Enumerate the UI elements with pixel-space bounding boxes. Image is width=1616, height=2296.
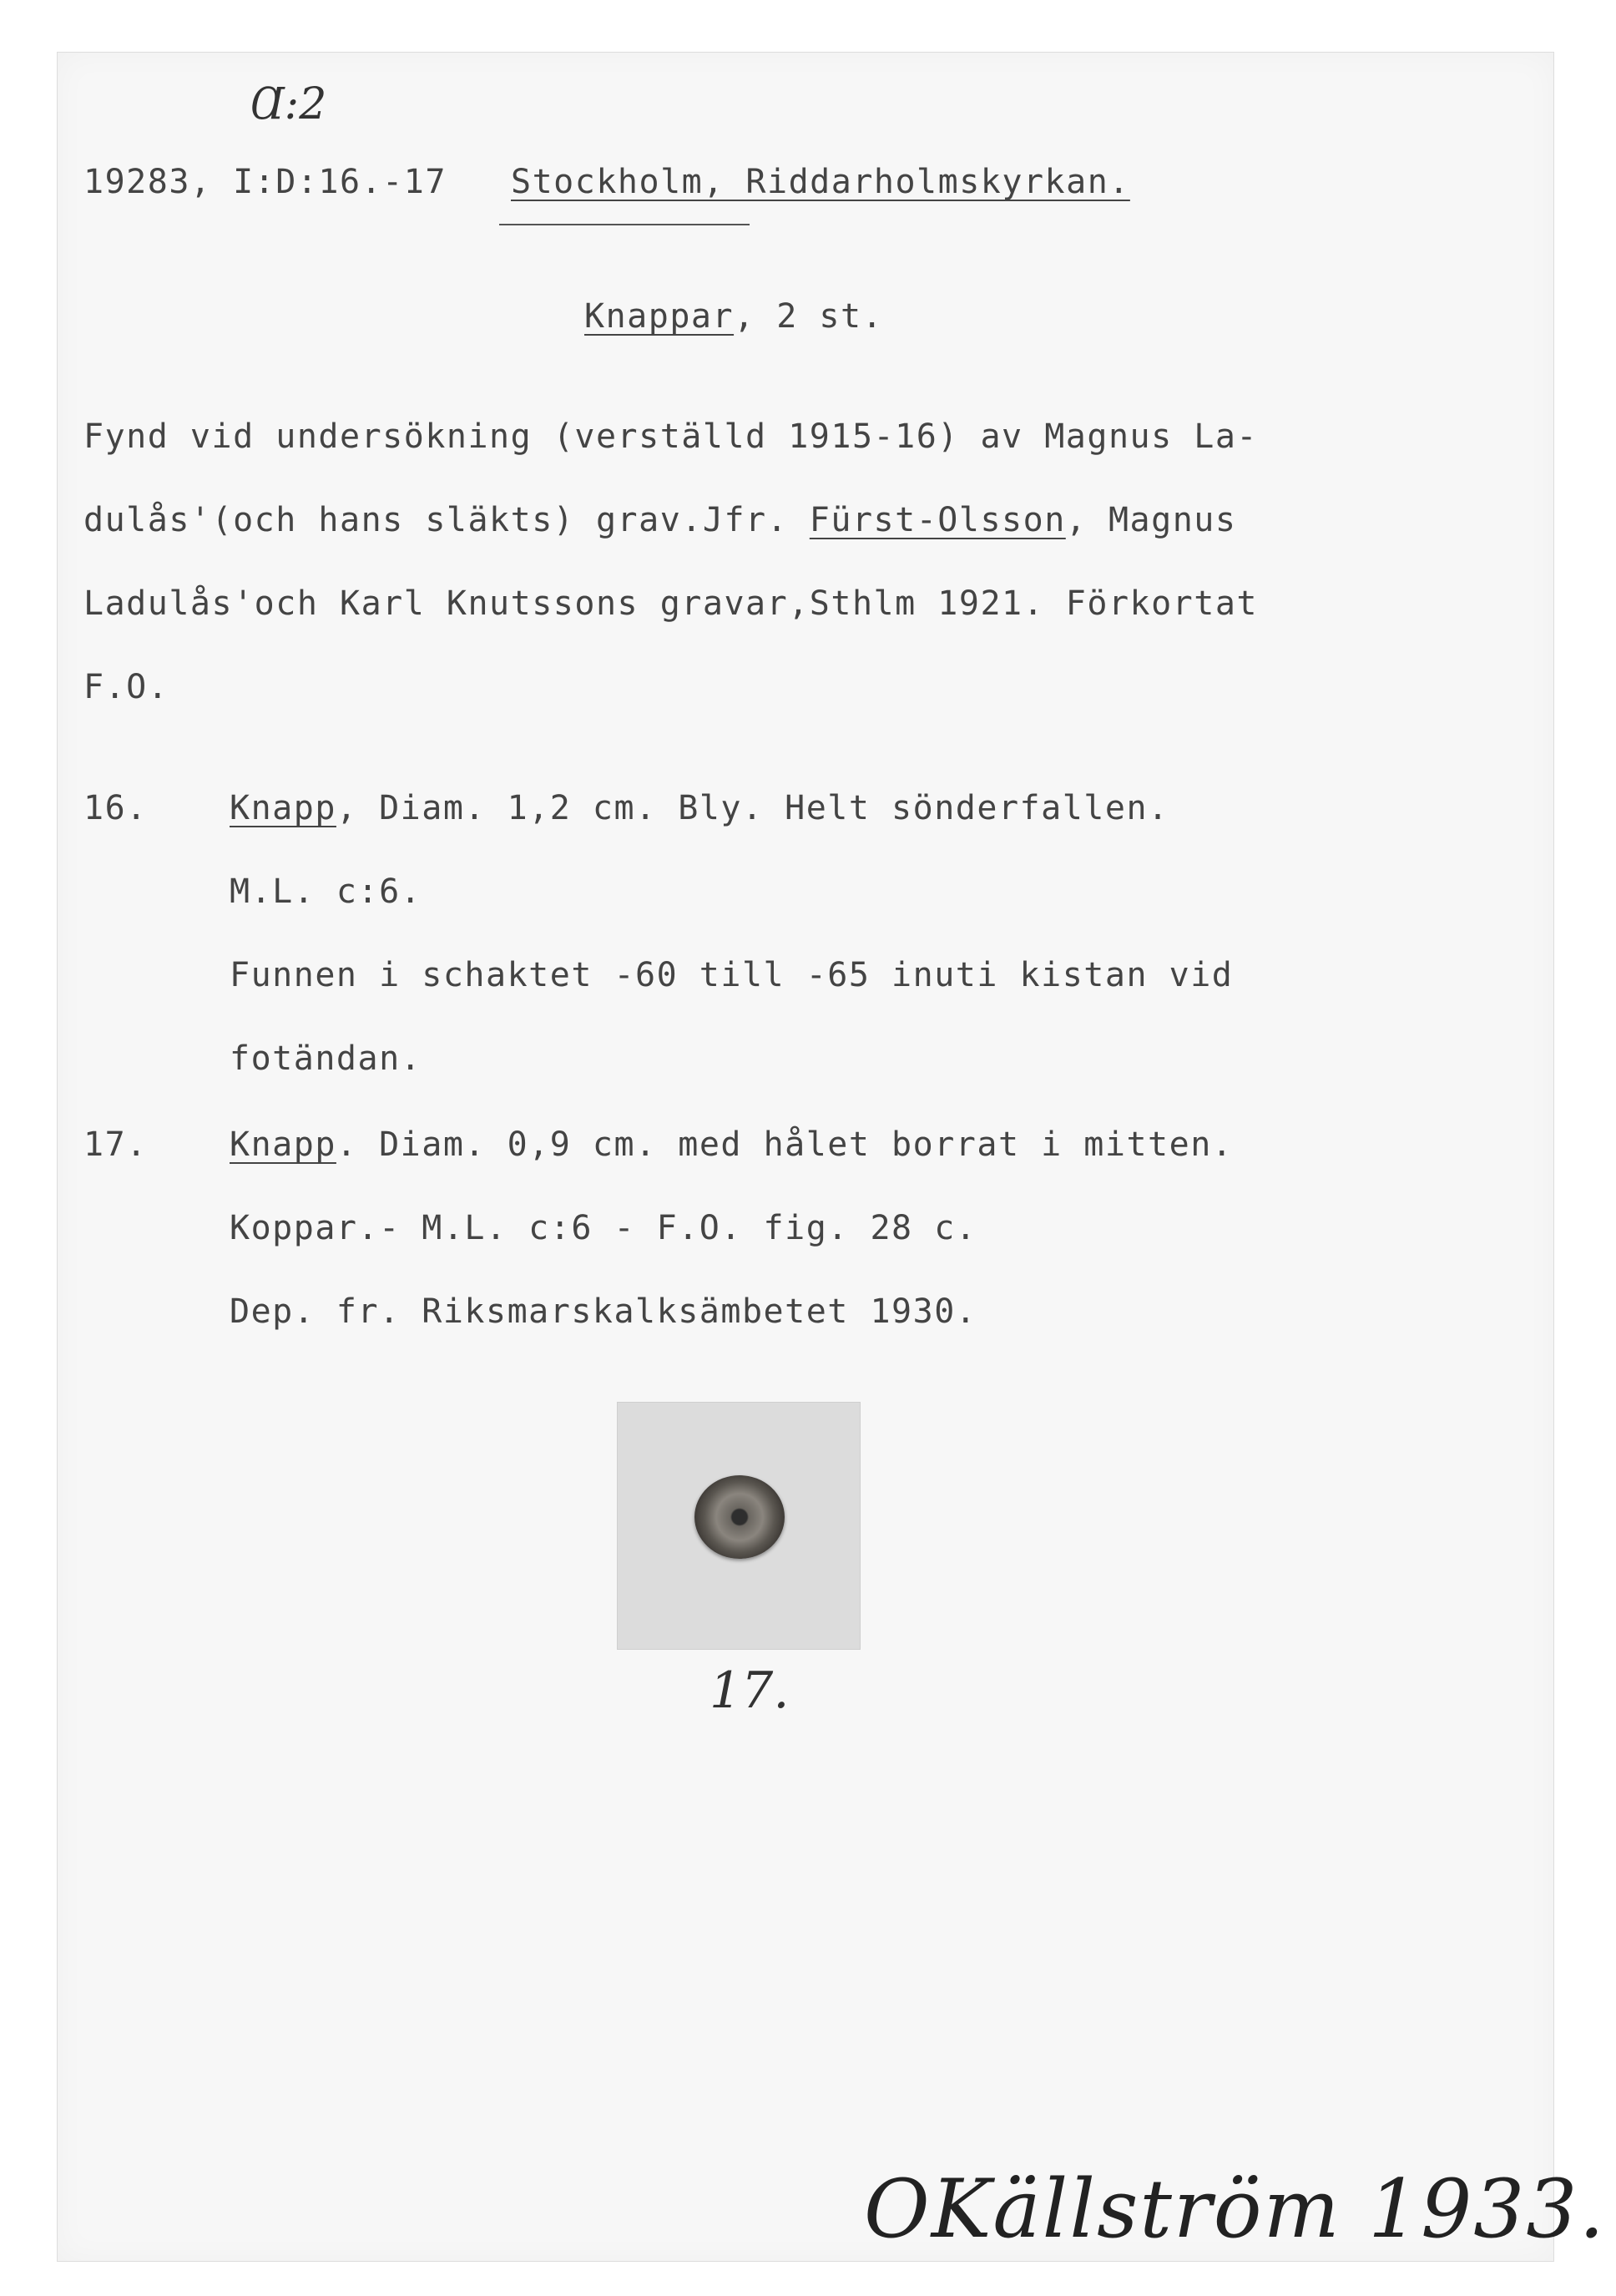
item-number: 16. [83,789,148,827]
title-word: Knappar [584,297,735,336]
artifact-photo [618,1403,860,1649]
photo-caption: 17. [710,1661,790,1720]
header-place: Stockholm, Riddarholmskyrkan. [511,163,1130,201]
item-line-2: Koppar.- M.L. c:6 - F.O. fig. 28 c. [230,1209,977,1247]
intro-line-1: Fynd vid undersökning (verställd 1915-16) av Magnus La- [83,417,1259,456]
intro-line-4: F.O. [83,668,169,706]
item-line-1-rest: , Diam. 1,2 cm. Bly. Helt sönderfallen. [336,789,1169,827]
header-number: 19283, I:D:16.-17 [83,163,447,201]
item-line-4: fotändan. [230,1039,422,1078]
item-line-1 [230,1125,1233,1164]
title [584,297,883,336]
handwritten-code: Ɑ:2 [250,79,327,129]
item-number: 17. [83,1125,148,1164]
intro-line-3: Ladulås'och Karl Knutssons gravar,Sthlm 1921. Förkortat [83,584,1259,623]
title-rest: , 2 st. [734,297,884,336]
item-word: Knapp [230,1125,336,1164]
intro-line-2-a: dulås'(och hans släkts) grav.Jfr. [83,501,810,539]
intro-line-2 [83,501,1236,539]
intro-reference: Fürst-Olsson [809,501,1066,539]
item-line-1-rest: . Diam. 0,9 cm. med hålet borrat i mitten. [336,1125,1234,1164]
item-line-1 [230,789,1169,827]
item-line-3: Funnen i schaktet -60 till -65 inuti kistan vid [230,956,1234,994]
signature: OKällström 1933. [864,2162,1606,2256]
item-line-2: M.L. c:6. [230,872,422,911]
button-artifact-image [694,1475,785,1559]
header-rule [499,224,750,225]
intro-line-2-b: , Magnus [1065,501,1237,539]
item-line-3: Dep. fr. Riksmarskalksämbetet 1930. [230,1292,977,1331]
item-word: Knapp [230,789,336,827]
